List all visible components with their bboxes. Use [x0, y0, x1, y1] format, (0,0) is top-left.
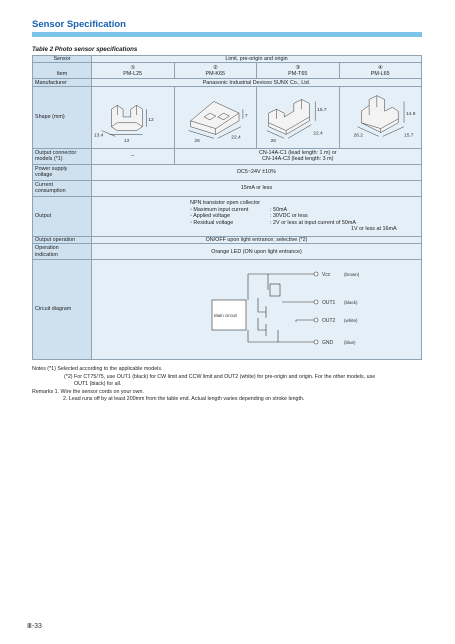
model-cell-3	[257, 63, 340, 79]
model-name: PM-T65	[288, 70, 308, 77]
circuit-diagram-cell	[92, 260, 422, 359]
connector-value	[174, 148, 422, 164]
power-value: DC5~24V ±10%	[92, 164, 422, 180]
shape-drawing-2	[174, 87, 257, 148]
shape-dim-c: 26	[270, 139, 276, 145]
header-item	[33, 63, 92, 79]
model-number: ③	[295, 64, 301, 71]
remark-1: Remarks 1. Wire the sensor cords on your own.	[32, 388, 144, 395]
shape-dim-a: 14.9	[405, 112, 415, 118]
power-label-line1: Power supply	[35, 165, 68, 172]
indication-label-line1: Operation	[35, 245, 59, 252]
indication-label	[33, 244, 92, 260]
section-rule	[32, 32, 422, 37]
model-number: ②	[212, 64, 218, 71]
connector-label-line1: Output connector	[35, 149, 77, 156]
shape-dim-b: 22.4	[230, 135, 241, 141]
model-cell-1	[92, 63, 175, 79]
note-1: Notes (*1) Selected according to the applicable models.	[32, 366, 163, 372]
note-2: (*2) For CT75/75, use OUT1 (black) for CW limit and CCW limit and OUT2 (white) for pre-origin and origin. For the other models, use	[64, 373, 376, 380]
model-number: ①	[130, 64, 136, 71]
output-label: Output	[33, 196, 92, 236]
shape-dim-c: 13.4	[93, 133, 104, 139]
output-spec-value: : 50mA	[270, 206, 288, 213]
section-title: Sensor Specification	[32, 19, 126, 30]
connector-label-line2: models (*1)	[35, 156, 63, 163]
connector-dash: –	[92, 148, 175, 164]
shape-dim-b: 15.7	[403, 133, 413, 139]
sensor-shape-pm-t65	[257, 87, 339, 145]
shape-dim-b: 22.4	[313, 131, 323, 137]
shape-drawing-3	[257, 87, 340, 148]
current-value: 15mA or less	[92, 180, 422, 196]
header-item-label: Item	[56, 70, 68, 77]
terminal-gnd: GND	[322, 340, 334, 347]
shape-drawing-4	[339, 87, 422, 148]
manufacturer-value: Panasonic Industrial Devices SUNX Co., Ltd.	[92, 79, 422, 87]
shape-dim-b: 12	[124, 139, 130, 145]
manufacturer-label: Manufacturer	[33, 79, 92, 87]
indication-value: Orange LED (ON upon light entrance)	[92, 244, 422, 260]
output-type: NPN transistor open collector	[190, 200, 261, 207]
current-label-line2: consumption	[35, 188, 66, 195]
terminal-out1: OUT1	[322, 300, 336, 307]
terminal-vcc-color: (brown)	[344, 272, 360, 278]
sensor-shape-pm-k65	[175, 87, 257, 145]
shape-dim-a: 15.7	[317, 108, 327, 114]
model-cell-4	[339, 63, 422, 79]
power-label	[33, 164, 92, 180]
spec-table	[32, 55, 422, 360]
terminal-out2-color: (white)	[344, 318, 358, 324]
connector-value-line2: CN-14A-C3 (lead length: 3 m)	[262, 156, 334, 163]
shape-dim-a: 12	[148, 118, 154, 124]
circuit-diagram	[92, 260, 428, 356]
output-value	[92, 196, 422, 236]
current-label	[33, 180, 92, 196]
circuit-label: Circuit diagram	[33, 260, 92, 359]
connector-label	[33, 148, 92, 164]
shape-dim-a: 7	[244, 114, 248, 120]
output-spec-key: ◦ Maximum input current	[190, 206, 249, 213]
terminal-vcc: Vcc	[322, 272, 331, 279]
main-circuit-label: Main circuit	[214, 313, 237, 319]
operation-value: ON/OFF upon light entrance; selective (*2)	[92, 236, 422, 243]
model-name: PM-L65	[370, 70, 390, 77]
shape-label: Shape (mm)	[33, 87, 92, 148]
output-spec-extra: 1V or less at 16mA	[351, 226, 397, 233]
output-spec-key: ◦ Residual voltage	[190, 219, 234, 226]
model-number: ④	[377, 64, 383, 71]
power-label-line2: voltage	[35, 172, 53, 179]
model-name: PM-L25	[123, 70, 143, 77]
output-spec-value: : 30VDC or less	[270, 213, 308, 220]
page-number: Ⅲ-33	[27, 623, 42, 630]
shape-dim-c: 26.2	[353, 133, 363, 139]
terminal-out1-color: (black)	[344, 300, 358, 306]
header-limit: Limit, pre-origin and origin	[92, 56, 422, 63]
shape-dim-c: 26	[193, 139, 200, 145]
output-spec-value: : 2V or less at input current of 50mA	[270, 219, 356, 226]
shape-drawing-1	[92, 87, 175, 148]
output-spec-key: ◦ Applied voltage	[190, 213, 230, 220]
note-2-continued: OUT1 (black) for all.	[74, 381, 122, 387]
terminal-gnd-color: (blue)	[344, 340, 356, 346]
sensor-shape-pm-l25	[92, 87, 174, 145]
model-name: PM-K65	[205, 70, 225, 77]
table-caption: Table 2 Photo sensor specifications	[32, 46, 138, 53]
connector-value-line1: CN-14A-C1 (lead length: 1 m) or	[258, 149, 337, 156]
remark-2: 2. Lead runs off by at least 200mm from the table end. Actual length varies depending on stroke length.	[63, 396, 305, 402]
operation-label: Output operation	[33, 236, 92, 243]
header-sensor: Sensor	[33, 56, 92, 63]
sensor-shape-pm-l65	[340, 87, 422, 145]
notes-block	[32, 366, 427, 404]
indication-label-line2: indication	[35, 251, 58, 258]
current-label-line1: Current	[35, 181, 53, 188]
model-cell-2	[174, 63, 257, 79]
terminal-out2: OUT2	[322, 318, 336, 325]
